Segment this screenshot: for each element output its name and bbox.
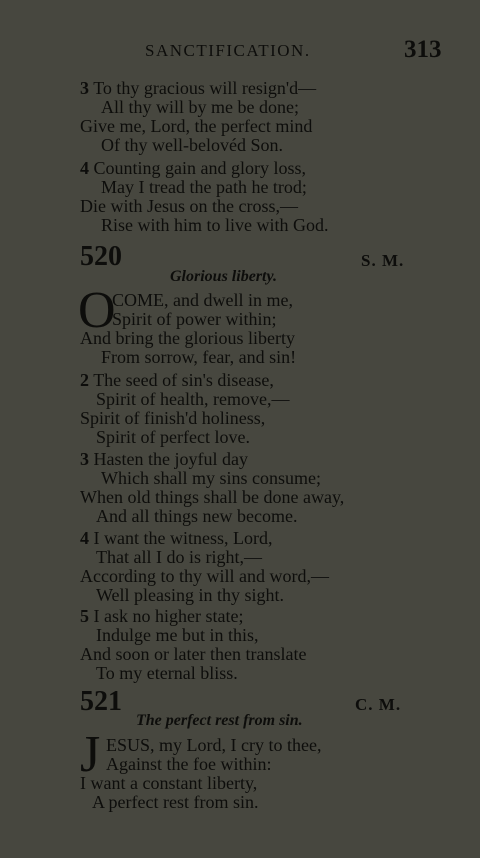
hymn-number: 520 [80, 241, 122, 272]
verse-line: And bring the glorious liberty [80, 328, 295, 348]
hymn-number: 521 [80, 686, 122, 717]
verse-line: COME, and dwell in me, [112, 290, 293, 310]
page-number: 313 [404, 36, 442, 63]
verse-line: Spirit of perfect love. [96, 427, 250, 447]
verse-line: Spirit of health, remove,— [96, 389, 290, 409]
verse-line: 3 To thy gracious will resign'd— [80, 78, 317, 98]
verse-line: A perfect rest from sin. [92, 792, 259, 812]
drop-cap: J [80, 726, 101, 783]
verse-line: May I tread the path he trod; [101, 177, 307, 197]
hymn-title: Glorious liberty. [170, 268, 277, 285]
running-title: SANCTIFICATION. [145, 41, 311, 60]
verse-line: Which shall my sins consume; [101, 468, 321, 488]
hymn-meter: C. M. [355, 695, 402, 714]
hymn-meter: S. M. [361, 251, 405, 270]
verse-line: Spirit of finish'd holiness, [80, 408, 266, 428]
hymn-title: The perfect rest from sin. [136, 712, 303, 729]
verse-line: And soon or later then translate [80, 644, 307, 664]
verse-line: 4 Counting gain and glory loss, [80, 158, 306, 178]
verse-line: Well pleasing in thy sight. [96, 585, 285, 605]
verse-number: 3 [80, 449, 89, 469]
verse-number: 5 [80, 606, 89, 626]
verse-line: From sorrow, fear, and sin! [101, 347, 297, 367]
drop-cap: O [78, 282, 116, 339]
verse-line: When old things shall be done away, [80, 487, 345, 507]
verse-line: Indulge me but in this, [96, 625, 259, 645]
verse-line: Against the foe within: [106, 754, 272, 774]
verse-line: I want a constant liberty, [80, 773, 258, 793]
verse-line: 4 I want the witness, Lord, [80, 528, 273, 548]
verse-line: 5 I ask no higher state; [80, 606, 244, 626]
verse-line: ESUS, my Lord, I cry to thee, [106, 735, 322, 755]
verse-line: 3 Hasten the joyful day [80, 449, 248, 469]
verse-line: According to thy will and word,— [80, 566, 329, 586]
verse-number: 3 [80, 78, 89, 98]
verse-line: Die with Jesus on the cross,— [80, 196, 298, 216]
verse-line: 2 The seed of sin's disease, [80, 370, 274, 390]
verse-line: Rise with him to live with God. [101, 215, 329, 235]
verse-number: 4 [80, 158, 89, 178]
verse-line: All thy will by me be done; [101, 97, 299, 117]
verse-line: And all things new become. [96, 506, 298, 526]
verse-number: 4 [80, 528, 89, 548]
verse-line: That all I do is right,— [96, 547, 262, 567]
verse-line: Spirit of power within; [112, 309, 277, 329]
verse-line: To my eternal bliss. [96, 663, 238, 683]
verse-number: 2 [80, 370, 89, 390]
verse-line: Give me, Lord, the perfect mind [80, 116, 313, 136]
verse-line: Of thy well-belovéd Son. [101, 135, 283, 155]
